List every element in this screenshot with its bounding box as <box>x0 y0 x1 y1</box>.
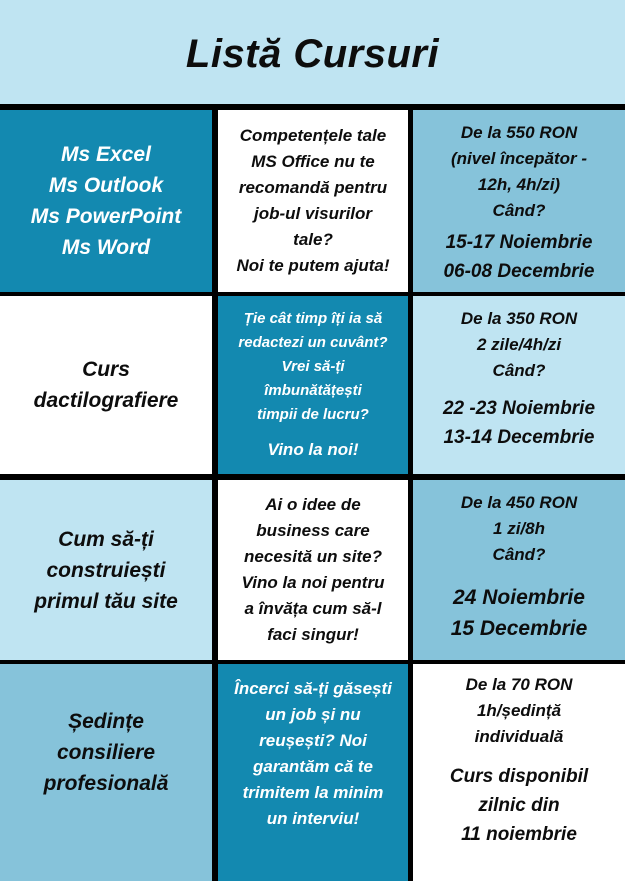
course-name-line: dactilografiere <box>33 389 179 412</box>
course-name-typing <box>0 296 212 474</box>
description-line: recomandă pentru <box>238 178 388 197</box>
description-line: Încerci să-ți găsești <box>234 679 392 698</box>
description-line: îmbunătățești <box>264 382 362 399</box>
description-line: redactezi un cuvânt? <box>238 334 388 351</box>
price-line: De la 550 RON <box>460 123 578 142</box>
course-name-line: primul tău site <box>34 589 178 613</box>
description-line: trimitem la minim <box>242 783 384 802</box>
course-price-typing <box>413 296 625 474</box>
course-name-counseling <box>0 664 212 881</box>
description-line: timpii de lucru? <box>257 406 369 423</box>
description-line: reușești? Noi <box>259 731 367 750</box>
price-line: Când? <box>492 201 546 220</box>
course-description-ms-office <box>218 110 408 292</box>
course-price-website <box>413 480 625 660</box>
availability-line: zilnic din <box>478 795 560 816</box>
date-line: 13-14 Decembrie <box>443 427 595 448</box>
call-to-action: Vino la noi! <box>267 440 359 459</box>
course-description-typing <box>218 296 408 474</box>
price-line: individuală <box>474 727 564 746</box>
date-line: 24 Noiembrie <box>453 586 585 609</box>
price-line: 1 zi/8h <box>493 519 545 538</box>
description-line: Ai o idee de <box>265 495 361 514</box>
course-dates <box>443 394 595 452</box>
course-dates <box>451 582 588 644</box>
date-line: 22 -23 Noiembrie <box>442 398 596 419</box>
price-line: De la 350 RON <box>460 309 578 328</box>
price-line: Când? <box>492 545 546 564</box>
course-name-line: Ms Excel <box>61 143 151 166</box>
price-line: 2 zile/4h/zi <box>476 335 562 354</box>
price-line: De la 70 RON <box>465 675 573 694</box>
course-name-line: Ms Outlook <box>48 174 164 197</box>
description-line: Noi te putem ajuta! <box>236 256 390 275</box>
description-line: Ție cât timp îți ia să <box>243 310 383 327</box>
course-availability <box>450 762 588 849</box>
course-name-website <box>0 480 212 660</box>
date-line: 15-17 Noiembrie <box>445 232 593 253</box>
description-line: Competențele tale <box>239 126 387 145</box>
availability-line: Curs disponibil <box>449 766 589 787</box>
description-line: a învăța cum să-l <box>244 599 382 618</box>
price-line: (nivel începător - <box>450 149 588 168</box>
price-line: Când? <box>492 361 546 380</box>
course-name-line: construiești <box>46 558 166 582</box>
course-name-line: Cum să-ți <box>58 527 154 551</box>
price-line: 12h, 4h/zi) <box>477 175 561 194</box>
description-line: business care <box>256 521 370 540</box>
description-line: un job și nu <box>265 705 361 724</box>
description-line: tale? <box>293 230 333 249</box>
date-line: 15 Decembrie <box>450 617 588 640</box>
availability-line: 11 noiembrie <box>461 824 577 845</box>
course-name-line: Ședințe <box>68 710 144 733</box>
description-line: job-ul visurilor <box>253 204 373 223</box>
description-line: Vrei să-ți <box>281 358 345 375</box>
course-description-website <box>218 480 408 660</box>
description-line: un interviu! <box>266 809 360 828</box>
course-name-line: Ms PowerPoint <box>30 205 182 228</box>
description-line: Vino la noi pentru <box>241 573 385 592</box>
course-price-ms-office <box>413 110 625 292</box>
course-name-line: Ms Word <box>61 236 151 259</box>
course-description-counseling <box>218 664 408 881</box>
price-line: De la 450 RON <box>460 493 578 512</box>
page-title: Listă Cursuri <box>185 31 440 76</box>
course-name-line: Curs <box>82 358 130 381</box>
description-line: faci singur! <box>267 625 359 644</box>
date-line: 06-08 Decembrie <box>443 261 595 282</box>
description-line: garantăm că te <box>253 757 373 776</box>
course-dates <box>443 228 594 286</box>
course-name-line: consiliere <box>56 741 156 764</box>
description-line: necesită un site? <box>244 547 382 566</box>
header <box>0 0 625 104</box>
course-price-counseling <box>413 664 625 881</box>
price-line: 1h/ședință <box>476 701 562 720</box>
description-line: MS Office nu te <box>251 152 375 171</box>
course-name-ms-office <box>0 110 212 292</box>
course-name-line: profesională <box>43 772 169 795</box>
